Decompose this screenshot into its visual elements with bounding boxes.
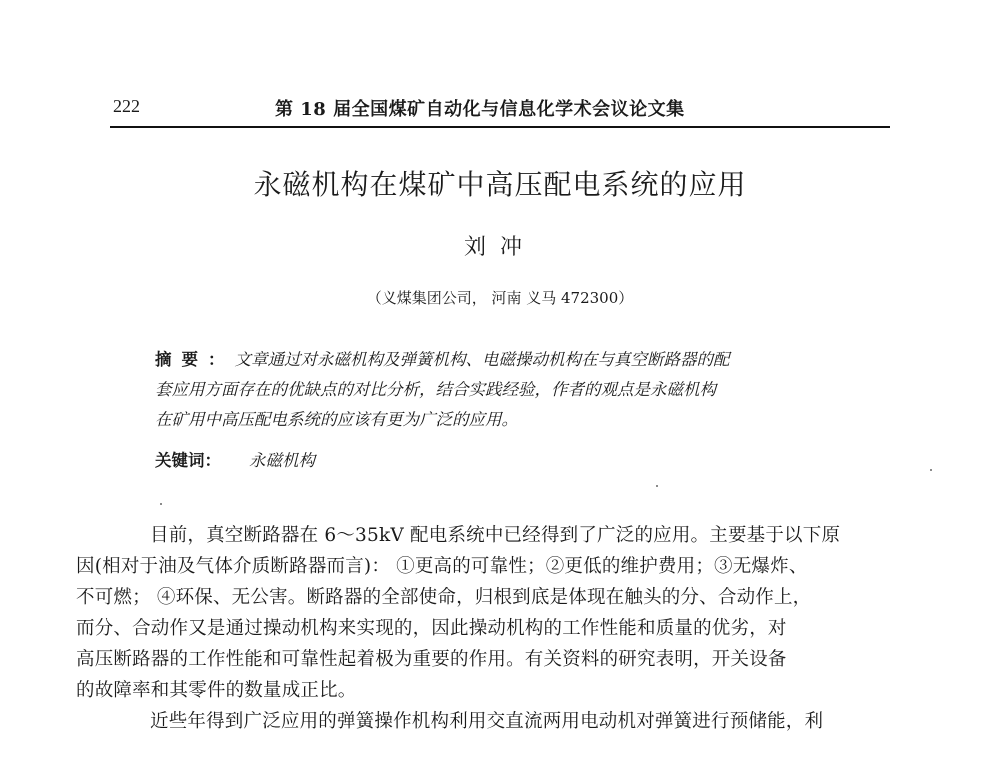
header-divider (110, 126, 890, 128)
abstract-label: 摘要： (155, 350, 235, 369)
body-paragraph-2 (113, 706, 893, 737)
paper-title: 永磁机构在煤矿中高压配电系统的应用 (253, 168, 747, 201)
keywords (155, 447, 315, 471)
body-paragraph-1 (76, 520, 893, 706)
body-line: 而分、合动作又是通过操动机构来实现的，因此操动机构的工作性能和质量的优劣，对 (76, 618, 787, 639)
body-line: 因(相对于油及气体介质断路器而言)： ①更高的可靠性；②更低的维护费用；③无爆炸、 (76, 556, 808, 577)
body-line: 高压断路器的工作性能和可靠性起着极为重要的作用。有关资料的研究表明，开关设备 (76, 649, 787, 670)
paper-affiliation: （义煤集团公司， 河南 义马 472300） (366, 289, 634, 307)
keywords-label: 关键词： (155, 451, 221, 470)
body-line: 的故障率和其零件的数量成正比。 (76, 680, 357, 701)
scan-speck (930, 469, 932, 471)
body-line: 近些年得到广泛应用的弹簧操作机构利用交直流两用电动机对弹簧进行预储能，利 (150, 711, 824, 732)
header-page-number: 222 (113, 96, 140, 116)
abstract-text: 文章通过对永磁机构及弹簧机构、电磁操动机构在与真空断路器的配 套应用方面存在的优缺点的对比分析，结合实践经验，作者的观点是永磁机构 在矿用中高压配电系统的应该有更为广泛的应用。 (155, 350, 730, 429)
abstract (155, 345, 855, 435)
header-journal-title: 第 18 届全国煤矿自动化与信息化学术会议论文集 (275, 99, 685, 120)
scan-speck (160, 503, 162, 505)
scan-speck (656, 485, 658, 487)
keywords-value: 永磁机构 (249, 451, 315, 470)
paper-author: 刘冲 (463, 235, 536, 260)
body-text (76, 520, 893, 737)
body-line: 不可燃； ④环保、无公害。断路器的全部使命，归根到底是体现在触头的分、合动作上， (76, 587, 812, 608)
body-line: 目前，真空断路器在 6～35kV 配电系统中已经得到了广泛的应用。主要基于以下原 (150, 525, 841, 546)
